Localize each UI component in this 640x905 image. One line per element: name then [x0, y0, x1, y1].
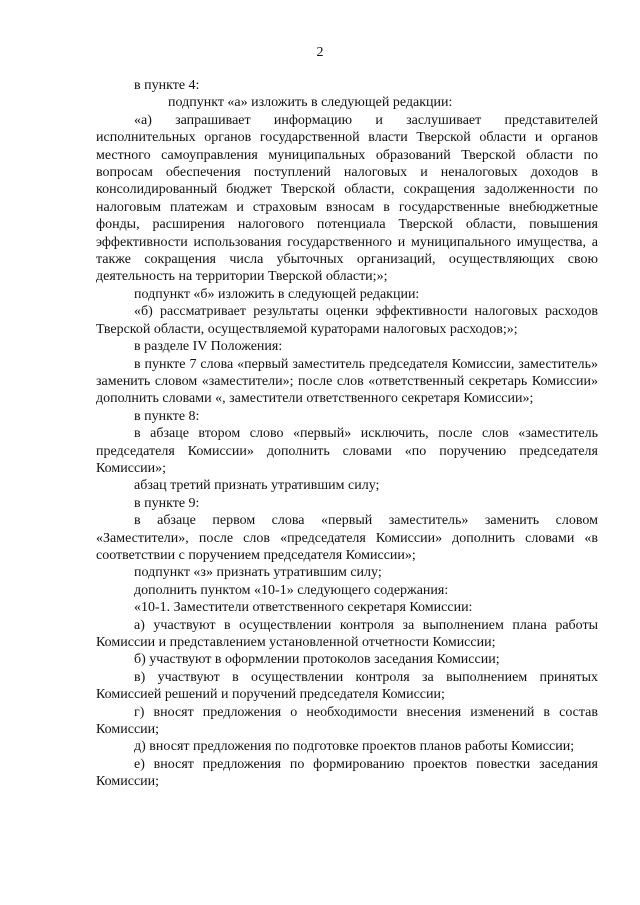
paragraph: подпункт «а» изложить в следующей редакции:	[168, 95, 453, 111]
paragraph: в пункте 9:	[134, 495, 200, 511]
paragraph: «б) рассматривает результаты оценки эффективности налоговых расходов Тверской области, осуществляемой кураторами налоговых расходов;»;	[96, 304, 598, 337]
paragraph: в) участвуют в осуществлении контроля за выполнением принятых Комиссией решений и поручений председателя Комиссии;	[96, 669, 598, 703]
paragraph: в пункте 8:	[134, 408, 200, 424]
paragraph: «10-1. Заместители ответственного секретаря Комиссии:	[134, 600, 473, 616]
paragraph: г) вносят предложения о необходимости внесения изменений в состав Комиссии;	[96, 704, 598, 738]
paragraph: д) вносят предложения по подготовке проектов планов работы Комиссии;	[134, 739, 575, 755]
paragraph: а) участвуют в осуществлении контроля за выполнением плана работы Комиссии и представлением установленной отчетности Комиссии;	[96, 617, 598, 650]
paragraph: в разделе IV Положения:	[134, 339, 283, 355]
paragraph: в абзаце первом слова «первый заместитель» заменить словом «Заместители», после слов «председателя Комиссии» дополнить словами «в соответствии с поручением председателя Комиссии»;	[96, 513, 598, 563]
paragraph: в пункте 4:	[134, 78, 200, 93]
paragraph: абзац третий признать утратившим силу;	[134, 478, 380, 494]
paragraph: дополнить пунктом «10-1» следующего содержания:	[134, 582, 449, 598]
paragraph: е) вносят предложения по формированию проектов повестки заседания Комиссии;	[96, 756, 598, 790]
page-number: 2	[316, 45, 324, 60]
paragraph: подпункт «б» изложить в следующей редакции:	[134, 286, 420, 302]
paragraph: в пункте 7 слова «первый заместитель председателя Комиссии, заместитель» заменить словом «заместители»; после слов «ответственный секретарь Комиссии» дополнить словами «, заместители ответственного секретаря Комиссии»;	[96, 356, 598, 407]
paragraph: «а) запрашивает информацию и заслушивает представителей исполнительных органов государственной власти Тверской области и органов местного самоуправления муниципальных образований Тверской области по вопросам обеспечения поступлений налоговых и неналоговых доходов в консолидированный бюджет Тверской области, сокращения задолженности по налоговым платежам и страховым взносам в государственные внебюджетные фонды, расширения налогового потенциала Тверской области, повышения эффективности использования государственного и муниципального имущества, а также сокращения числа убыточных организаций, осуществляющих свою деятельность на территории Тверской области;»;	[96, 112, 598, 285]
paragraph: в абзаце втором слово «первый» исключить, после слов «заместитель председателя Комиссии» дополнить словами «по поручению председателя Комиссии»;	[96, 426, 598, 476]
paragraph: б) участвуют в оформлении протоколов заседания Комиссии;	[134, 652, 500, 668]
paragraph: подпункт «з» признать утратившим силу;	[134, 565, 382, 581]
document-body	[96, 77, 598, 791]
